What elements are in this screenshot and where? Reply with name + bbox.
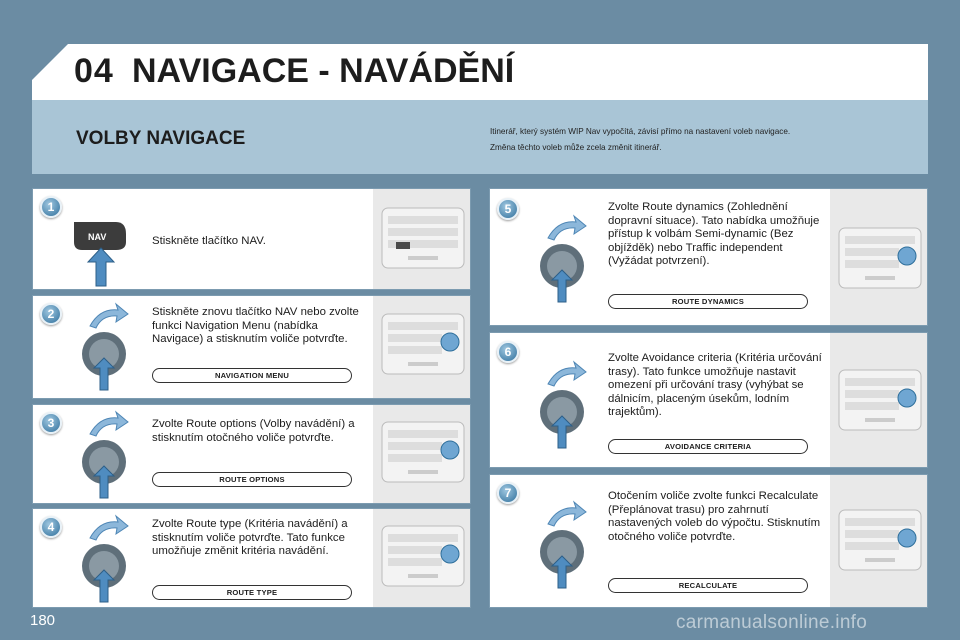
rotary-knob-icon — [538, 214, 594, 304]
step-5-text: Zvolte Route dynamics (Zohlednění dopravní situace). Tato nabídka umožňuje přístup k volbám Semi-dynamic (Bez objížděk) nebo Traffic independent (Vyžádat potvrzení). — [608, 201, 820, 267]
radio-panel-icon — [380, 310, 466, 380]
radio-panel-icon — [380, 522, 466, 592]
step-2-text: Stiskněte znovu tlačítko NAV nebo zvolte funkci Navigation Menu (nabídka Navigace) a stisknutím voliče potvrďte. — [152, 306, 359, 345]
step-3-badge: 3 — [40, 412, 62, 434]
intro-line-2: Změna těchto voleb může zcela změnit itinerář. — [490, 143, 662, 152]
radio-panel-icon — [837, 366, 923, 436]
intro-text — [490, 124, 910, 156]
radio-panel-icon — [837, 506, 923, 576]
step-2-menu-label: NAVIGATION MENU — [152, 368, 352, 383]
rotary-knob-icon — [538, 500, 594, 590]
step-3-menu-label: ROUTE OPTIONS — [152, 472, 352, 487]
page-number: 180 — [30, 612, 56, 629]
intro-line-1: Itinerář, který systém WIP Nav vypočítá, závisí přímo na nastavení voleb navigace. — [490, 127, 791, 136]
rotary-knob-icon — [538, 360, 594, 450]
rotary-knob-icon — [80, 410, 136, 500]
step-4-badge: 4 — [40, 516, 62, 538]
step-6-menu-label: AVOIDANCE CRITERIA — [608, 439, 808, 454]
step-5-badge: 5 — [497, 198, 519, 220]
step-7-menu-label: RECALCULATE — [608, 578, 808, 593]
radio-panel-icon — [837, 224, 923, 294]
section-title: VOLBY NAVIGACE — [76, 128, 246, 149]
chapter-number: 04 — [74, 52, 114, 90]
step-7-badge: 7 — [497, 482, 519, 504]
radio-panel-icon — [380, 418, 466, 488]
nav-button-label: NAV — [88, 232, 107, 242]
watermark: carmanualsonline.info — [676, 612, 868, 633]
step-6-badge: 6 — [497, 341, 519, 363]
step-3-text: Zvolte Route options (Volby navádění) a stisknutím otočného voliče potvrďte. — [152, 418, 355, 444]
nav-button-icon — [68, 216, 130, 288]
step-2-badge: 2 — [40, 303, 62, 325]
step-1-text: Stiskněte tlačítko NAV. — [152, 235, 266, 247]
step-5-menu-label: ROUTE DYNAMICS — [608, 294, 808, 309]
step-4-text: Zvolte Route type (Kritéria navádění) a stisknutím voliče potvrďte. Tato funkce umožňuje změnit kritéria navádění. — [152, 518, 348, 557]
chapter-title: NAVIGACE - NAVÁDĚNÍ — [132, 52, 515, 90]
step-6-text: Zvolte Avoidance criteria (Kritéria určování trasy). Tato funkce umožňuje nastavit omezení při určování trasy (vyhýbat se dálnicím, placeným úsekům, lodním trajektům). — [608, 352, 822, 418]
step-1-badge: 1 — [40, 196, 62, 218]
rotary-knob-icon — [80, 514, 136, 604]
radio-panel-icon — [380, 204, 466, 274]
rotary-knob-icon — [80, 302, 136, 392]
step-4-menu-label: ROUTE TYPE — [152, 585, 352, 600]
step-7-text: Otočením voliče zvolte funkci Recalculate (Přeplánovat trasu) pro zahrnutí nastavených voleb do výpočtu. Stisknutím otočného voliče potvrďte. — [608, 490, 821, 543]
